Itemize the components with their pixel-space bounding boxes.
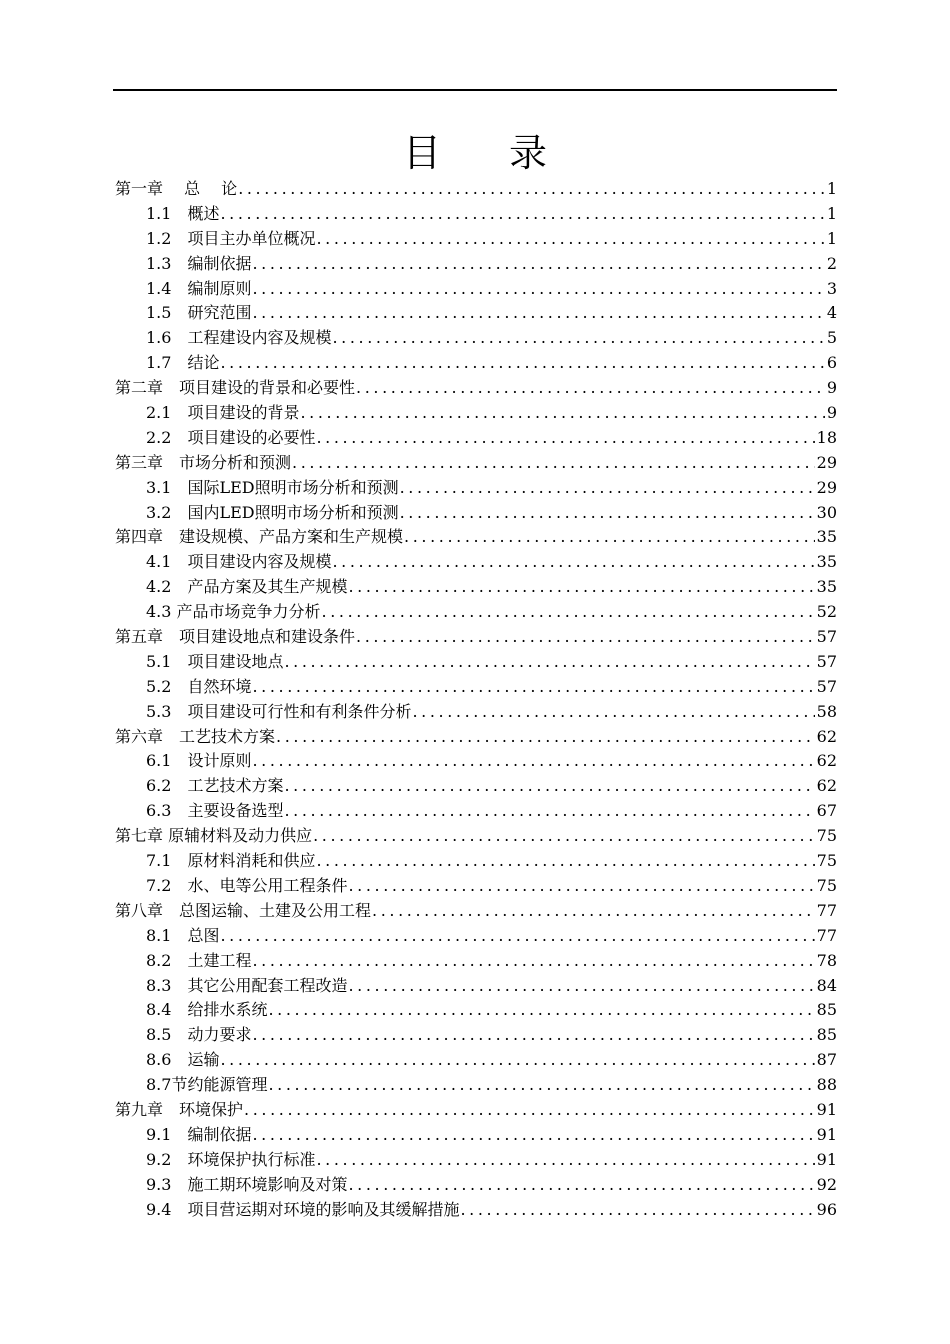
toc-chapter-entry[interactable] [115, 625, 837, 650]
toc-dot-leader [404, 525, 815, 550]
toc-page-number: 62 [816, 751, 837, 771]
toc-entry-label: 5.2 自然环境 [146, 676, 252, 696]
toc-section-entry[interactable] [115, 924, 837, 949]
toc-page-number: 77 [816, 900, 837, 920]
toc-entry-label: 9.3 施工期环境影响及对策 [146, 1174, 348, 1194]
toc-dot-leader [220, 924, 814, 949]
toc-page-number: 18 [816, 427, 837, 447]
toc-entry-label: 第三章 市场分析和预测 [115, 452, 292, 472]
page-title: 目 录 [402, 131, 576, 175]
toc-entry-label: 7.1 原材料消耗和供应 [146, 851, 316, 871]
toc-section-entry[interactable] [115, 1073, 837, 1098]
toc-page-number: 92 [816, 1174, 837, 1194]
toc-section-entry[interactable] [115, 252, 837, 277]
toc-chapter-entry[interactable] [115, 1098, 837, 1123]
toc-page-number: 77 [816, 925, 837, 945]
toc-dot-leader [220, 202, 824, 227]
toc-entry-label: 3.2 国内LED照明市场分析和预测 [146, 502, 399, 522]
toc-dot-leader [332, 326, 824, 351]
toc-section-entry[interactable] [115, 949, 837, 974]
toc-entry-label: 4.2 产品方案及其生产规模 [146, 577, 348, 597]
toc-entry-label: 9.2 环境保护执行标准 [146, 1149, 316, 1169]
toc-entry-label: 6.3 主要设备选型 [146, 801, 284, 821]
toc-page-number: 58 [816, 701, 837, 721]
toc-dot-leader [356, 376, 825, 401]
toc-dot-leader [400, 501, 815, 526]
toc-dot-leader [316, 849, 814, 874]
toc-entry-label: 第五章 项目建设地点和建设条件 [115, 627, 356, 647]
toc-section-entry[interactable] [115, 476, 837, 501]
toc-dot-leader [348, 575, 814, 600]
toc-entry-label: 1.5 研究范围 [146, 303, 252, 323]
toc-entry-label: 1.7 结论 [146, 353, 220, 373]
toc-dot-leader [220, 1048, 814, 1073]
toc-section-entry[interactable] [115, 774, 837, 799]
toc-entry-label: 1.3 编制依据 [146, 253, 252, 273]
toc-dot-leader [252, 1023, 814, 1048]
toc-section-entry[interactable] [115, 1123, 837, 1148]
toc-section-entry[interactable] [115, 998, 837, 1023]
toc-page-number: 2 [826, 253, 837, 273]
toc-dot-leader [316, 426, 814, 451]
toc-chapter-entry[interactable] [115, 376, 837, 401]
toc-dot-leader [252, 675, 814, 700]
toc-entry-label: 第八章 总图运输、土建及公用工程 [115, 900, 372, 920]
toc-dot-leader [252, 277, 824, 302]
toc-page-number: 35 [816, 527, 837, 547]
toc-page-number: 91 [816, 1149, 837, 1169]
toc-section-entry[interactable] [115, 849, 837, 874]
toc-page-number: 30 [816, 502, 837, 522]
toc-dot-leader [348, 974, 814, 999]
toc-page-number: 57 [816, 627, 837, 647]
toc-dot-leader [300, 401, 824, 426]
toc-section-entry[interactable] [115, 650, 837, 675]
toc-entry-label: 8.2 土建工程 [146, 950, 252, 970]
toc-entry-label: 1.4 编制原则 [146, 278, 252, 298]
toc-page-number: 29 [816, 477, 837, 497]
toc-entry-label: 第四章 建设规模、产品方案和生产规模 [115, 527, 404, 547]
toc-section-entry[interactable] [115, 1048, 837, 1073]
toc-page-number: 5 [826, 328, 837, 348]
toc-page-number: 62 [816, 776, 837, 796]
toc-chapter-entry[interactable] [115, 899, 837, 924]
toc-section-entry[interactable] [115, 426, 837, 451]
toc-dot-leader [220, 351, 824, 376]
toc-page-number: 85 [816, 1025, 837, 1045]
toc-section-entry[interactable] [115, 575, 837, 600]
toc-page-number: 29 [816, 452, 837, 472]
toc-dot-leader [284, 650, 814, 675]
toc-page-number: 35 [816, 552, 837, 572]
toc-section-entry[interactable] [115, 749, 837, 774]
toc-entry-label: 5.1 项目建设地点 [146, 651, 284, 671]
toc-page-number: 4 [826, 303, 837, 323]
toc-entry-label: 第一章 总 论 [115, 179, 238, 198]
toc-section-entry[interactable] [115, 700, 837, 725]
toc-entry-label: 4.3 产品市场竞争力分析 [146, 602, 321, 622]
toc-dot-leader [356, 625, 815, 650]
toc-page-number: 62 [816, 726, 837, 746]
toc-entry-label: 8.5 动力要求 [146, 1025, 252, 1045]
toc-page-number: 67 [816, 801, 837, 821]
toc-dot-leader [412, 700, 814, 725]
toc-page-number: 78 [816, 950, 837, 970]
toc-dot-leader [252, 949, 814, 974]
toc-dot-leader [252, 301, 824, 326]
toc-chapter-entry[interactable] [115, 451, 837, 476]
toc-entry-label: 8.1 总图 [146, 925, 220, 945]
toc-dot-leader [238, 177, 825, 202]
toc-page-number: 75 [816, 875, 837, 895]
toc-entry-label: 第七章 原辅材料及动力供应 [115, 826, 313, 846]
table-of-contents [115, 177, 837, 1222]
toc-section-entry[interactable] [115, 974, 837, 999]
toc-section-entry[interactable] [115, 501, 837, 526]
toc-entry-label: 7.2 水、电等公用工程条件 [146, 875, 348, 895]
toc-page-number: 57 [816, 676, 837, 696]
toc-page-number: 57 [816, 651, 837, 671]
toc-dot-leader [322, 600, 815, 625]
toc-dot-leader [284, 774, 814, 799]
toc-section-entry[interactable] [115, 550, 837, 575]
toc-dot-leader [348, 1173, 814, 1198]
toc-dot-leader [276, 725, 815, 750]
toc-entry-label: 3.1 国际LED照明市场分析和预测 [146, 477, 399, 497]
toc-dot-leader [244, 1098, 815, 1123]
toc-dot-leader [460, 1198, 814, 1223]
toc-page-number: 1 [826, 179, 837, 198]
toc-page-number: 84 [816, 975, 837, 995]
toc-entry-label: 5.3 项目建设可行性和有利条件分析 [146, 701, 412, 721]
toc-chapter-entry[interactable] [115, 725, 837, 750]
toc-dot-leader [316, 1148, 814, 1173]
toc-page-number: 85 [816, 1000, 837, 1020]
toc-entry-label: 6.1 设计原则 [146, 751, 252, 771]
toc-dot-leader [252, 1123, 814, 1148]
toc-section-entry[interactable] [115, 1198, 837, 1223]
toc-page-number: 87 [816, 1050, 837, 1070]
toc-dot-leader [284, 799, 814, 824]
toc-page-number: 88 [816, 1075, 837, 1095]
toc-dot-leader [372, 899, 815, 924]
toc-page-number: 35 [816, 577, 837, 597]
toc-entry-label: 6.2 工艺技术方案 [146, 776, 284, 796]
toc-dot-leader [252, 252, 824, 277]
toc-entry-label: 2.2 项目建设的必要性 [146, 427, 316, 447]
toc-section-entry[interactable] [115, 675, 837, 700]
toc-dot-leader [332, 550, 814, 575]
toc-dot-leader [313, 824, 815, 849]
toc-chapter-entry[interactable] [115, 525, 837, 550]
toc-page-number: 3 [826, 278, 837, 298]
toc-entry-label: 2.1 项目建设的背景 [146, 403, 300, 423]
toc-page-number: 75 [816, 826, 837, 846]
toc-entry-label: 8.6 运输 [146, 1050, 220, 1070]
toc-section-entry[interactable] [115, 277, 837, 302]
toc-dot-leader [292, 451, 815, 476]
toc-section-entry[interactable] [115, 799, 837, 824]
toc-section-entry[interactable] [115, 301, 837, 326]
toc-section-entry[interactable] [115, 227, 837, 252]
toc-entry-label: 8.4 给排水系统 [146, 1000, 268, 1020]
toc-section-entry[interactable] [115, 326, 837, 351]
toc-dot-leader [252, 749, 814, 774]
toc-dot-leader [268, 998, 814, 1023]
toc-page-number: 91 [816, 1099, 837, 1119]
toc-entry-label: 8.7节约能源管理 [146, 1075, 268, 1095]
toc-page-number: 9 [826, 403, 837, 423]
toc-section-entry[interactable] [115, 351, 837, 376]
toc-page-number: 91 [816, 1124, 837, 1144]
toc-page-number: 52 [816, 602, 837, 622]
toc-page-number: 1 [826, 203, 837, 223]
toc-page-number: 96 [816, 1199, 837, 1219]
toc-dot-leader [268, 1073, 814, 1098]
toc-section-entry[interactable] [115, 401, 837, 426]
toc-section-entry[interactable] [115, 874, 837, 899]
toc-entry-label: 8.3 其它公用配套工程改造 [146, 975, 348, 995]
toc-entry-label: 第九章 环境保护 [115, 1099, 244, 1119]
toc-section-entry[interactable] [115, 1023, 837, 1048]
toc-page-number: 9 [826, 378, 837, 398]
toc-section-entry[interactable] [115, 1173, 837, 1198]
toc-section-entry[interactable] [115, 600, 837, 625]
toc-dot-leader [316, 227, 824, 252]
toc-entry-label: 9.4 项目营运期对环境的影响及其缓解措施 [146, 1199, 460, 1219]
toc-entry-label: 1.1 概述 [146, 203, 220, 223]
toc-page-number: 1 [826, 228, 837, 248]
header-rule [113, 89, 837, 91]
toc-dot-leader [348, 874, 814, 899]
toc-section-entry[interactable] [115, 1148, 837, 1173]
toc-entry-label: 4.1 项目建设内容及规模 [146, 552, 332, 572]
toc-chapter-entry[interactable] [115, 177, 837, 202]
toc-dot-leader [400, 476, 815, 501]
toc-entry-label: 1.6 工程建设内容及规模 [146, 328, 332, 348]
toc-page-number: 75 [816, 851, 837, 871]
toc-section-entry[interactable] [115, 202, 837, 227]
toc-entry-label: 1.2 项目主办单位概况 [146, 228, 316, 248]
toc-chapter-entry[interactable] [115, 824, 837, 849]
toc-entry-label: 第六章 工艺技术方案 [115, 726, 276, 746]
toc-entry-label: 9.1 编制依据 [146, 1124, 252, 1144]
toc-entry-label: 第二章 项目建设的背景和必要性 [115, 378, 356, 398]
toc-page-number: 6 [826, 353, 837, 373]
